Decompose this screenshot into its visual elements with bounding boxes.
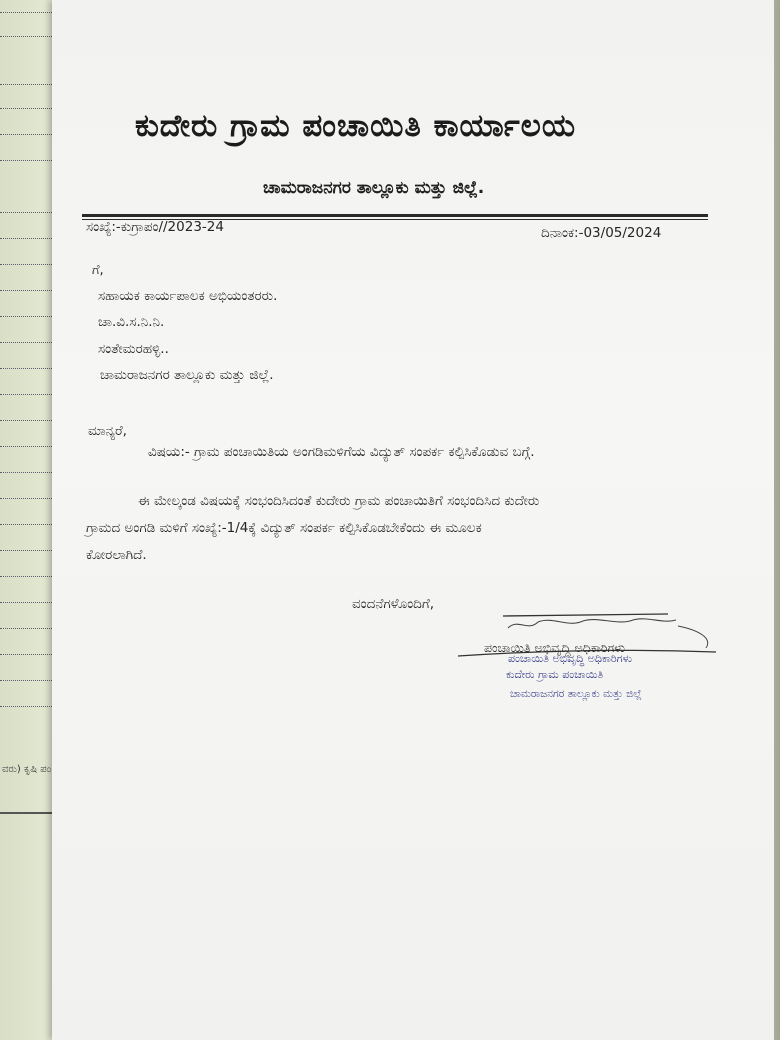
office-stamp-line: ಪಂಚಾಯಿತಿ ಅಭಿವೃದ್ಧಿ ಅಧಿಕಾರಿಗಳು <box>508 652 633 665</box>
reference-number: ಸಂಖ್ಯೆ:-ಕುಗ್ರಾಪಂ//2023-24 <box>86 219 224 235</box>
recipient-prefix: ಗೆ, <box>92 263 104 278</box>
recipient-line: ಚಾಮರಾಜನಗರ ತಾಲ್ಲೂಕು ಮತ್ತು ಜಿಲ್ಲೆ. <box>100 367 274 383</box>
recipient-line: ಸಹಾಯಕ ಕಾರ್ಯಪಾಲಕ ಅಭಿಯಂತರರು. <box>98 288 278 304</box>
office-stamp-line: ಚಾಮರಾಜನಗರ ತಾಲ್ಲೂಕು ಮತ್ತು ಜಿಲ್ಲೆ <box>510 688 642 700</box>
office-stamp-line: ಕುದೇರು ಗ್ರಾಮ ಪಂಚಾಯಿತಿ <box>506 668 604 681</box>
letterhead-title: ಕುದೇರು ಗ್ರಾಮ ಪಂಚಾಯಿತಿ ಕಾರ್ಯಾಲಯ <box>135 108 577 144</box>
closing-text: ವಂದನೆಗಳೊಂದಿಗೆ, <box>352 596 435 612</box>
body-line: ಈ ಮೇಲ್ಕಂಡ ವಿಷಯಕ್ಕೆ ಸಂಭಂದಿಸಿದಂತೆ ಕುದೇರು ಗ್ರಾಮ ಪಂಚಾಯಿತಿಗೆ ಸಂಭಂದಿಸಿದ ಕುದೇರು <box>138 493 540 509</box>
subject-line: ವಿಷಯ:- ಗ್ರಾಮ ಪಂಚಾಯಿತಿಯ ಅಂಗಡಿಮಳಿಗೆಯ ವಿದ್ಯುತ್ ಸಂಪರ್ಕ ಕಲ್ಪಿಸಿಕೊಡುವ ಬಗ್ಗೆ. <box>148 444 535 460</box>
letter-date: ದಿನಾಂಕ:-03/05/2024 <box>541 225 662 241</box>
header-rule-thick <box>82 214 708 217</box>
signatory-designation: ಪಂಚಾಯಿತಿ ಅಭಿವೃದ್ಧಿ ಅಧಿಕಾರಿಗಳು <box>484 640 625 655</box>
body-line: ಗ್ರಾಮದ ಅಂಗಡಿ ಮಳಿಗೆ ಸಂಖ್ಯೆ:-1/4ಕ್ಕೆ ವಿದ್ಯುತ್ ಸಂಪರ್ಕ ಕಲ್ಪಿಸಿಕೊಡಬೇಕೆಂದು ಈ ಮೂಲಕ <box>86 520 482 536</box>
notebook-text: ವರು) ಕೃಷಿ ಪಂ <box>2 764 52 775</box>
recipient-line: ಚಾ.ವಿ.ಸ.ನಿ.ನಿ. <box>98 314 165 330</box>
letterhead-subtitle: ಚಾಮರಾಜನಗರ ತಾಲ್ಲೂಕು ಮತ್ತು ಜಿಲ್ಲೆ. <box>263 178 485 198</box>
salutation: ಮಾನ್ಯರೆ, <box>88 423 127 439</box>
body-line: ಕೋರಲಾಗಿದೆ. <box>86 547 147 563</box>
body-paragraph <box>86 488 706 569</box>
recipient-line: ಸಂತೇಮರಹಳ್ಳಿ.. <box>98 341 169 357</box>
